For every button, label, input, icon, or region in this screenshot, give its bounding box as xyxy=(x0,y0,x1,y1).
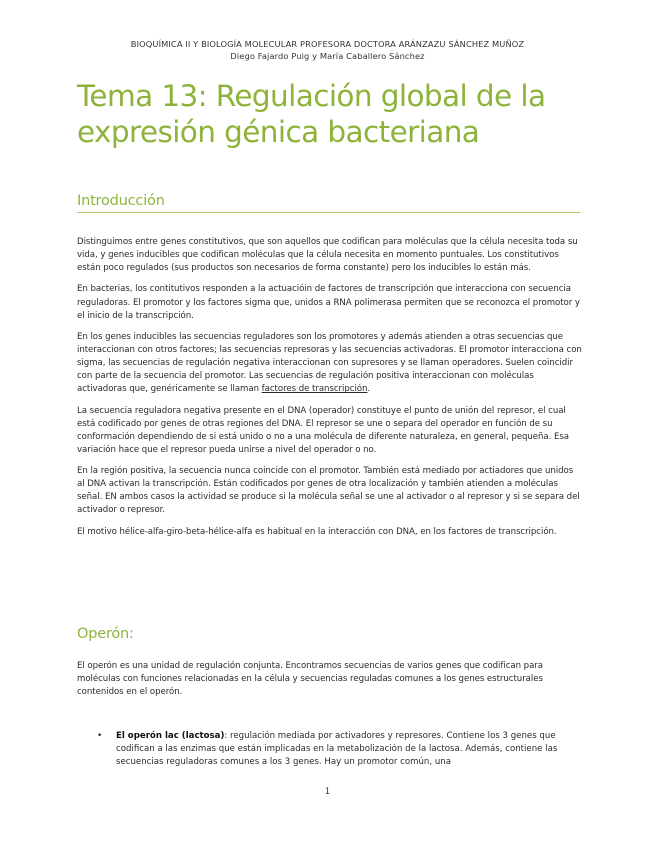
paragraph: El operón es una unidad de regulación conjunta. Encontramos secuencias de varios genes que codifican para moléculas con funciones relacionadas en la célula y secuencias reguladas comunes a los genes estructurales contenidos en el operón. xyxy=(77,661,543,698)
section-divider xyxy=(77,212,580,213)
paragraph-text: En los genes inducibles las secuencias reguladores son los promotores y además atienden a otras secuencias que interaccionan con otros factores; las secuencias represoras y las secuencias activadoras. El promotor interacciona con sigma, las secuencias de regulación negativa interaccionan con supresores y se llaman operadores. Suelen coincidir con parte de la secuencia del promotor. Las secuencias de regulación positiva interaccionan con moléculas activadoras que, genéricamente se llaman xyxy=(77,331,582,395)
section-heading-operon: Operón: xyxy=(77,626,134,642)
running-header xyxy=(0,38,655,62)
paragraph: Distinguimos entre genes constitutivos, que son aquellos que codifican para moléculas que la célula necesita toda su vida, y genes inducibles que codifican moléculas que la célula necesita en momento puntuales. Los constitutivos están poco regulados (sus productos son necesarios de forma constante) pero los inducibles lo están más. xyxy=(77,237,578,274)
section-heading-introduccion: Introducción xyxy=(77,193,165,209)
bullet-icon: • xyxy=(97,731,103,741)
title-line-2: expresión génica bacteriana xyxy=(77,115,480,149)
paragraph xyxy=(77,331,583,396)
operon-bullet-list xyxy=(77,730,583,769)
bullet-text: : regulación mediada por activadores y represores. Contiene los 3 genes que codifican a las enzimas que están implicadas en la metabolización de la lactosa. Además, contiene las secuencias reguladoras comunes a los 3 genes. Hay un promotor común, una xyxy=(116,731,558,768)
title-line-1: Tema 13: Regulación global de la xyxy=(77,79,546,113)
paragraph: El motivo hélice-alfa-giro-beta-hélice-alfa es habitual en la interacción con DNA, en los factores de transcripción. xyxy=(77,526,557,537)
factores-transcripcion-underlined: factores de transcripción xyxy=(261,384,368,395)
operon-body xyxy=(77,660,583,707)
intro-body xyxy=(77,236,583,547)
page-number: 1 xyxy=(324,787,331,797)
document-title xyxy=(77,78,637,150)
header-authors-line: Diego Fajardo Puig y María Caballero Sánchez xyxy=(230,51,425,61)
header-course-line: BIOQUÍMICA II Y BIOLOGÍA MOLECULAR PROFESORA DOCTORA ARÁNZAZU SÁNCHEZ MUÑOZ xyxy=(130,39,525,49)
bullet-title: El operón lac (lactosa) xyxy=(116,731,225,741)
paragraph-end: . xyxy=(367,384,371,395)
paragraph: En bacterias, los contitutivos responden a la actuacióin de factores de transcripción que interacciona con secuencia reguladoras. El promotor y los factores sigma que, unidos a RNA polimerasa permiten que se reconozca el promotor y el inicio de la transcripción. xyxy=(77,284,580,321)
list-item xyxy=(77,730,583,769)
paragraph: La secuencia reguladora negativa presente en el DNA (operador) constituye el punto de unión del represor, el cual está codificado por genes de otras regiones del DNA. El represor se une o separa del operador en función de su conformación dependiendo de si está unido o no a una molécula de diferente naturaleza, en general, pequeña. Esa variación hace que el represor pueda unirse a nivel del operador o no. xyxy=(77,405,569,455)
paragraph: En la región positiva, la secuencia nunca coincide con el promotor. También está mediado por actiadores que unidos al DNA activan la transcripción. Están codificados por genes de otra localización y también atienden a moléculas señal. EN ambos casos la actividad se produce si la molécula señal se une al activador o al represor y si se separa del activador o represor. xyxy=(77,466,580,516)
